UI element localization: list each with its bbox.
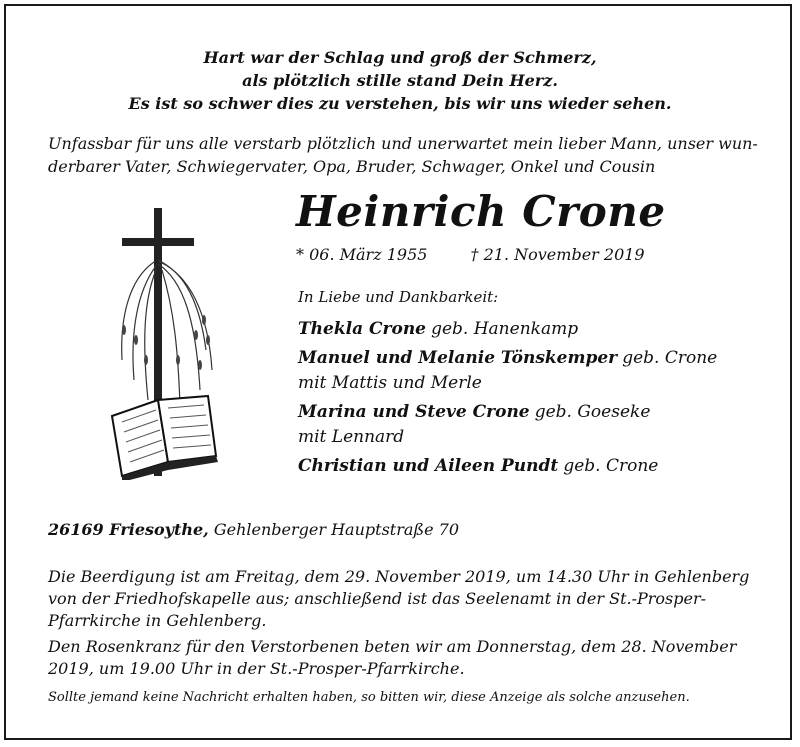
family-name: Manuel und Melanie Tönskemper xyxy=(298,348,618,368)
address xyxy=(48,520,459,539)
family-children: mit Mattis und Merle xyxy=(298,373,482,393)
verse-line: Hart war der Schlag und groß der Schmerz, xyxy=(203,48,597,67)
intro-text xyxy=(48,132,758,178)
funeral-paragraph: Die Beerdigung ist am Freitag, dem 29. November 2019, um 14.30 Uhr in Gehlenberg von der Friedhofskapelle aus; anschließend ist das Seelenamt in der St.-Prosper-Pfarrkirche in Gehlenberg. xyxy=(48,567,750,630)
family-entry xyxy=(298,453,758,479)
family-birth-name: geb. Crone xyxy=(563,456,659,476)
verse xyxy=(0,46,800,115)
family-birth-name: geb. Hanenkamp xyxy=(431,319,579,339)
mourners-lead: In Liebe und Dankbarkeit: xyxy=(298,288,499,306)
funeral-info xyxy=(48,566,760,684)
family-name: Marina und Steve Crone xyxy=(298,402,530,422)
bible-icon xyxy=(112,396,218,480)
verse-line: Es ist so schwer dies zu verstehen, bis wir uns wieder sehen. xyxy=(128,94,672,113)
address-street: Gehlenberger Hauptstraße 70 xyxy=(213,520,459,539)
willow-icon xyxy=(122,260,212,405)
life-dates xyxy=(296,245,645,264)
family-birth-name: geb. Goeseke xyxy=(534,402,651,422)
birth-date: * 06. März 1955 xyxy=(296,245,428,264)
family-name: Thekla Crone xyxy=(298,319,426,339)
address-city: 26169 Friesoythe, xyxy=(48,520,209,539)
verse-line: als plötzlich stille stand Dein Herz. xyxy=(242,71,558,90)
death-date: † 21. November 2019 xyxy=(470,245,645,264)
intro-line: Unfassbar für uns alle verstarb plötzlich und unerwartet mein lieber Mann, unser wun- xyxy=(48,134,758,153)
mourners xyxy=(298,288,758,482)
family-entry xyxy=(298,316,758,342)
family-entry xyxy=(298,399,758,450)
family-name: Christian und Aileen Pundt xyxy=(298,456,559,476)
deceased-name: Heinrich Crone xyxy=(296,187,666,236)
intro-line: derbarer Vater, Schwiegervater, Opa, Bruder, Schwager, Onkel und Cousin xyxy=(48,157,656,176)
cross-and-bible-illustration xyxy=(108,200,230,480)
family-birth-name: geb. Crone xyxy=(622,348,718,368)
rosary-paragraph: Den Rosenkranz für den Verstorbenen beten wir am Donnerstag, dem 28. November 2019, um 19.00 Uhr in der St.-Prosper-Pfarrkirche. xyxy=(48,637,737,678)
family-entry xyxy=(298,345,758,396)
family-children: mit Lennard xyxy=(298,427,405,447)
notice-note: Sollte jemand keine Nachricht erhalten haben, so bitten wir, diese Anzeige als solche anzusehen. xyxy=(48,690,690,705)
